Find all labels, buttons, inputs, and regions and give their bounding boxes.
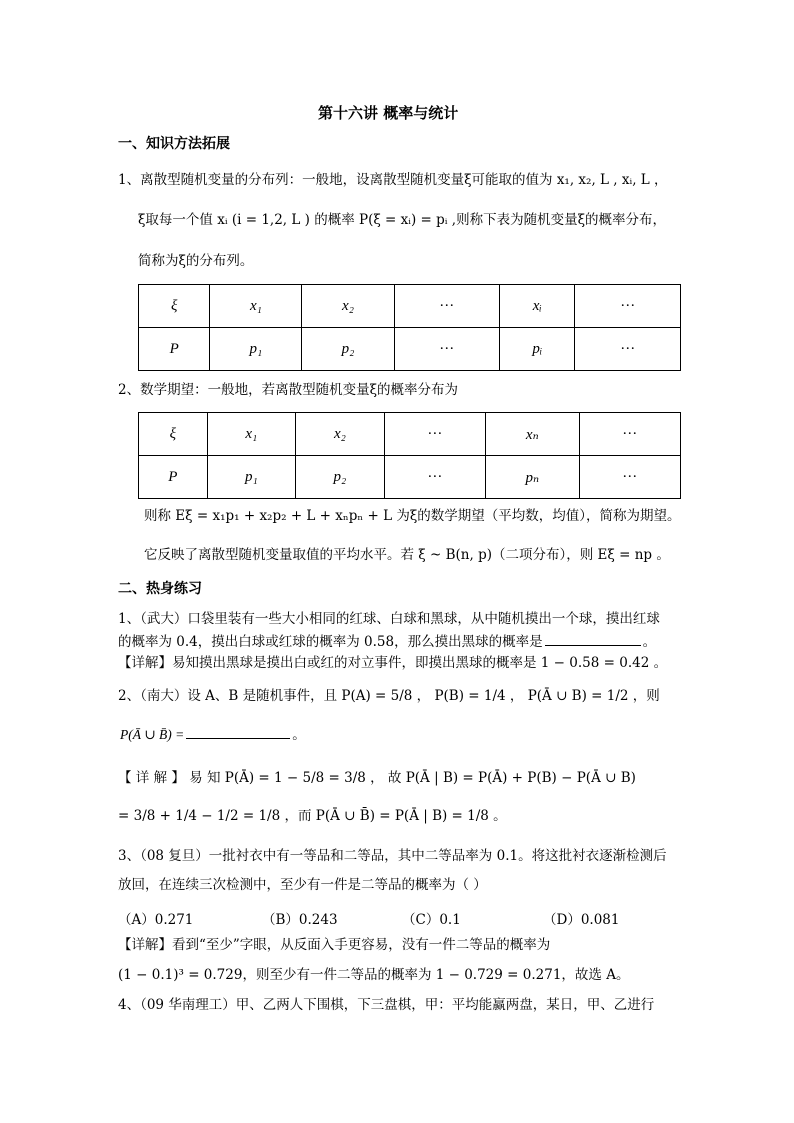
q1-line2-text: 的概率为 0.4，摸出白球或红球的概率为 0.58，那么摸出黑球的概率是	[118, 634, 543, 650]
q3-answer-line2: (1 − 0.1)³ = 0.729，则至少有一件二等品的概率为 1 − 0.729 = 0.271，故选 A。	[118, 967, 630, 983]
table-cell: ···	[394, 285, 499, 328]
table-cell: ξ	[139, 413, 208, 456]
page-title: 第十六讲 概率与统计	[318, 104, 459, 122]
q2-line1: 2、（南大）设 A、B 是随机事件，且 P(A) = 5/8 ， P(B) = 1/4 ， P(Ā ∪ B) = 1/2 ，则	[118, 688, 660, 704]
option-d[interactable]: （D）0.081	[543, 912, 620, 928]
q3-line1: 3、（08 复旦）一批衬衣中有一等品和二等品，其中二等品率为 0.1。将这批衬衣逐渐检测后	[118, 848, 667, 864]
table-cell: ξ	[139, 285, 210, 328]
table-cell: x₁	[210, 285, 302, 328]
table-cell: ···	[384, 456, 485, 499]
item2-line2: 则称 Eξ = x₁p₁ + x₂p₂ + L + xₙpₙ + L 为ξ的数学期望（平均数，均值），简称为期望。	[144, 508, 681, 524]
option-a[interactable]: （A）0.271	[118, 912, 194, 928]
table-cell: pₙ	[486, 456, 579, 499]
table-cell: ···	[579, 413, 680, 456]
table-cell: ···	[575, 285, 681, 328]
q1-line1: 1、（武大）口袋里装有一些大小相同的红球、白球和黑球，从中随机摸出一个球，摸出红球	[118, 611, 660, 627]
item1-line2: ξ取每一个值 xᵢ (i = 1,2, L ) 的概率 P(ξ = xᵢ) = pᵢ ,则称下表为随机变量ξ的概率分布，	[138, 212, 667, 228]
q2-line2	[120, 726, 306, 744]
distribution-table-1	[138, 284, 681, 371]
q2-answer-line2: = 3/8 + 1/4 − 1/2 = 1/8 ，而 P(Ā ∪ B̄) = P(Ā | B) = 1/8 。	[118, 808, 507, 824]
answer-blank[interactable]	[545, 633, 641, 646]
q2-line2-expr: P(Ā ∪ B̄) =	[120, 727, 185, 742]
table-cell: ···	[384, 413, 485, 456]
item2-line3: 它反映了离散型随机变量取值的平均水平。若 ξ ~ B(n, p)（二项分布），则 Eξ = np 。	[144, 547, 670, 563]
q2-line2-end: 。	[292, 727, 306, 743]
table-row	[139, 285, 681, 328]
section-heading-2: 二、热身练习	[118, 581, 202, 597]
table-cell: x₂	[302, 285, 394, 328]
q3-answer-line1: 【详解】看到“至少”字眼，从反面入手更容易，没有一件二等品的概率为	[118, 937, 551, 953]
table-cell: p₁	[207, 456, 296, 499]
q1-line2	[118, 633, 656, 651]
q4-line1: 4、（09 华南理工）甲、乙两人下围棋，下三盘棋，甲：平均能赢两盘，某日，甲、乙进行	[118, 997, 655, 1013]
table-cell: p₁	[210, 328, 302, 371]
q1-answer: 【详解】易知摸出黑球是摸出白或红的对立事件，即摸出黑球的概率是 1 − 0.58 = 0.42 。	[118, 655, 668, 671]
item1-line3: 简称为ξ的分布列。	[138, 253, 254, 269]
table-row	[139, 413, 681, 456]
table-cell: p₂	[296, 456, 385, 499]
item2-line1: 2、数学期望：一般地，若离散型随机变量ξ的概率分布为	[118, 382, 459, 398]
option-b[interactable]: （B）0.243	[262, 912, 338, 928]
table-cell: P	[139, 328, 210, 371]
table-cell: ···	[394, 328, 499, 371]
table-cell: x₂	[296, 413, 385, 456]
q3-line2: 放回，在连续三次检测中，至少有一件是二等品的概率为（ ）	[118, 877, 487, 893]
table-row	[139, 328, 681, 371]
table-cell: ···	[575, 328, 681, 371]
q2-answer-line1: 【 详 解 】 易 知 P(Ā) = 1 − 5/8 = 3/8 ， 故 P(Ā | B) = P(Ā) + P(B) − P(Ā ∪ B)	[118, 770, 636, 786]
table-cell: xᵢ	[500, 285, 575, 328]
table-row	[139, 456, 681, 499]
table-cell: xₙ	[486, 413, 579, 456]
item1-line1: 1、离散型随机变量的分布列：一般地，设离散型随机变量ξ可能取的值为 x₁, x₂, L , xᵢ, L ，	[118, 172, 668, 188]
answer-blank[interactable]	[186, 726, 290, 739]
q1-line2-end: 。	[642, 634, 657, 650]
table-cell: ···	[579, 456, 680, 499]
table-cell: x₁	[207, 413, 296, 456]
table-cell: p₂	[302, 328, 394, 371]
distribution-table-2	[138, 412, 681, 499]
option-c[interactable]: （C）0.1	[402, 912, 461, 928]
section-heading-1: 一、知识方法拓展	[118, 136, 230, 152]
table-cell: pᵢ	[500, 328, 575, 371]
table-cell: P	[139, 456, 208, 499]
